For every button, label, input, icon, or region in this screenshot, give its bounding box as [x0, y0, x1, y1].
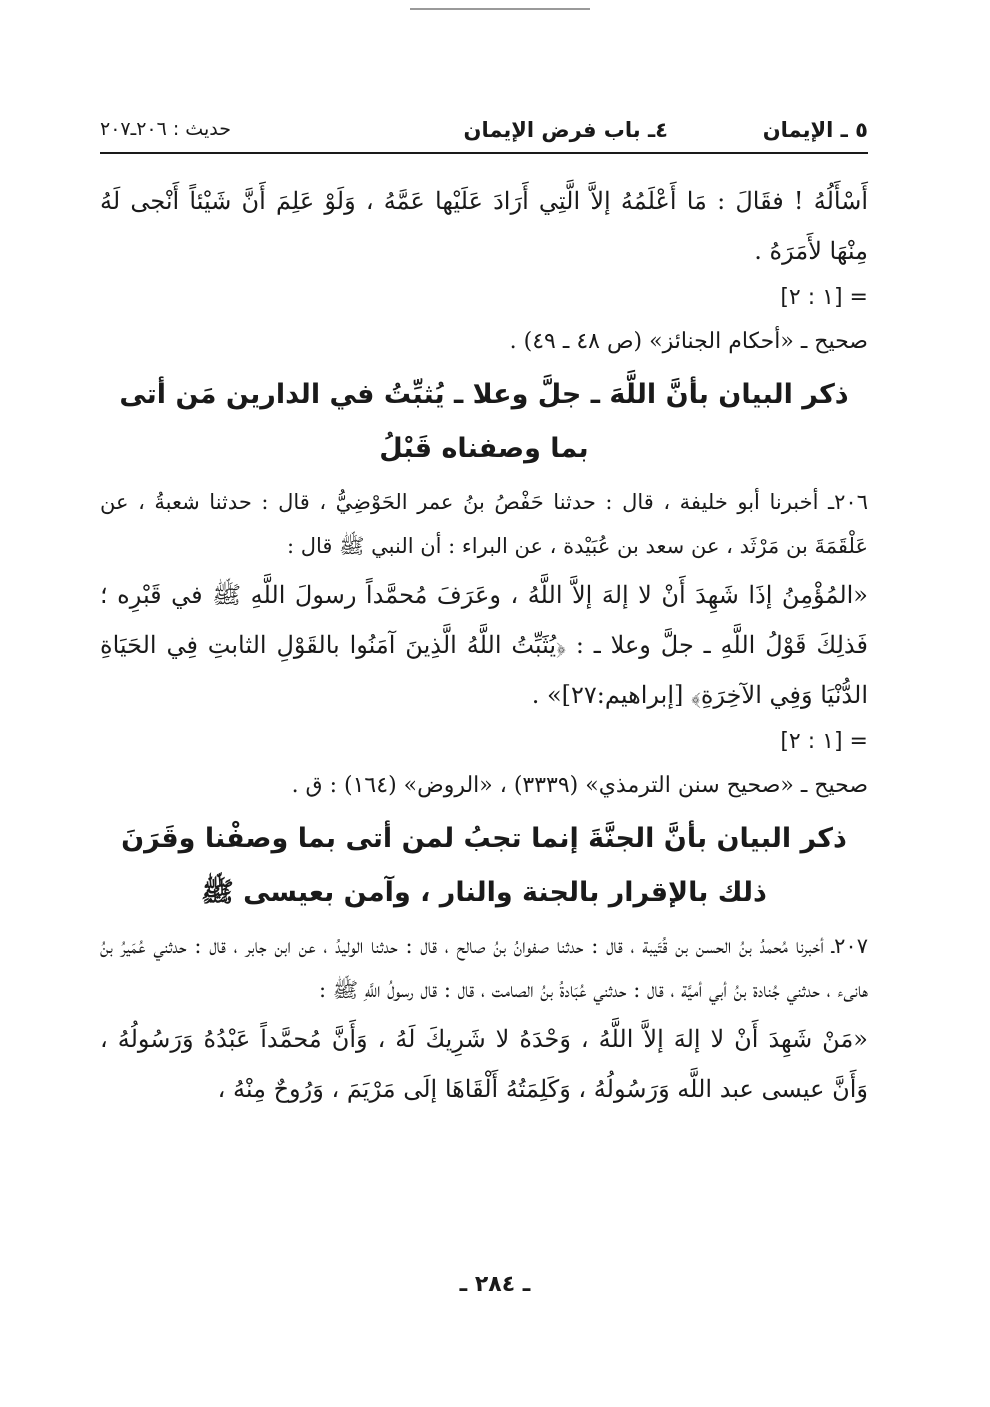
chapter-heading: ذكر البيان بأنَّ الجنَّةَ إنما تجبُ لمن أتى بما وصفْنا وقَرَنَ ذلك بالإقرار بالجنة والنار ، وآمن بعيسى ﷺ: [121, 823, 847, 908]
chapter-title: ٥ ـ الإيمان: [762, 118, 868, 142]
page-number: ـ ٢٨٤ ـ: [459, 1272, 531, 1297]
grading-note: صحيح ـ «صحيح سنن الترمذي» (٣٣٣٩) ، «الروض» (١٦٤) : ق .: [291, 773, 868, 798]
top-rule: [410, 8, 590, 10]
chapter-heading: ذكر البيان بأنَّ اللَّهَ ـ جلَّ وعلا ـ يُثبِّتُ في الدارين مَن أتى بما وصفناه قَبْلُ: [119, 379, 849, 464]
book-page: [100, 112, 868, 1114]
grading-note: صحيح ـ «أحكام الجنائز» (ص ٤٨ ـ ٤٩) .: [509, 329, 868, 354]
hadith-matn: «المُؤْمِنُ إذَا شَهِدَ أَنْ لا إلهَ إلاَّ اللَّهُ ، وعَرَفَ مُحمَّداً رسولَ اللَّهِ ﷺ في قَبْرِه ؛ فَذلِكَ قَوْلُ اللَّهِ ـ جلَّ وعلا ـ : ﴿يُثَبِّتُ اللَّهُ الَّذِينَ آمَنُوا بالقَوْلِ الثابتِ فِي الحَيَاةِ الدُّنْيَا وَفِي الآخِرَةِ﴾ [إبراهيم:٢٧]» .: [100, 581, 868, 709]
hadith-isnad: ٢٠٧ـ أخبرنا مُحمدُ بنُ الحسن بن قُتَيبة ، قال : حدثنا صفوانُ بنُ صالح ، قال : حدثنا الوليدُ ، عن ابن جابر ، قال : حدثني عُمَيرُ بنُ هانىء ، حدثني جُنادة بنُ أبي أميَّة ، قال : حدثني عُبَادةُ بنُ الصامت ، قال : قال رسولُ اللَّهِ ﷺ :: [100, 934, 868, 1002]
cross-reference: = [١ : ٢]: [780, 285, 868, 310]
hadith-isnad: ٢٠٦ـ أخبرنا أبو خليفة ، قال : حدثنا حَفْصُ بنُ عمر الحَوْضِيُّ ، قال : حدثنا شعبةُ ، عن عَلْقَمَةَ بن مَرْثَد ، عن سعد بن عُبَيْدة ، عن البراء : أن النبي ﷺ قال :: [100, 490, 868, 558]
cross-reference: = [١ : ٢]: [780, 729, 868, 754]
section-title: ٤ـ باب فرض الإيمان: [463, 118, 668, 142]
hadith-matn: «مَنْ شَهِدَ أَنْ لا إلهَ إلاَّ اللَّهُ ، وَحْدَهُ لا شَرِيكَ لَهُ ، وَأَنَّ مُحمَّداً عَبْدُهُ وَرَسُولُهُ ، وَأَنَّ عيسى عبد اللَّه وَرَسُولُهُ ، وَكَلِمَتُهُ أَلْقَاهَا إلَى مَرْيَمَ ، وَرُوحٌ مِنْهُ ،: [100, 1025, 868, 1103]
hadith-range: حديث : ٢٠٦ـ٢٠٧: [100, 118, 231, 140]
intro-paragraph: أَسْأَلُهُ ! فقَالَ : مَا أَعْلَمُهُ إلاَّ الَّتِي أَرَادَ عَلَيْها عَمَّهُ ، وَلَوْ عَلِمَ أَنَّ شَيْئاً أَنْجى لَهُ مِنْهَا لأَمَرَهُ .: [100, 187, 868, 265]
running-header: [100, 112, 868, 154]
